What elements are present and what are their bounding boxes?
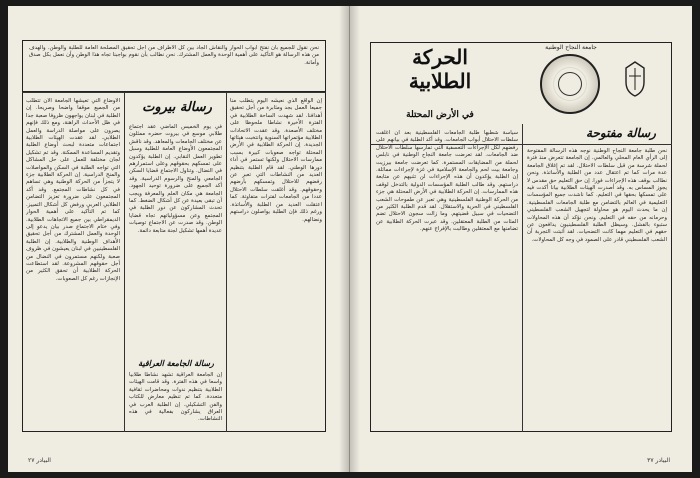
university-emblem (540, 54, 600, 114)
right-folio: البيادر ٣٧ (647, 457, 670, 464)
left-column-b: في يوم الخميس الماضي عقد اجتماع طلابي موسع في بيروت حضره ممثلون عن مختلف الجامعات والمعاهد. وقد ناقش المجتمعون الأوضاع العامة للطلبة وسبل تطوير العمل النقابي. إن الطلبة يؤكدون على تمسكهم بحقوقهم وعلى استمرارهم في النضال. وتناول الاجتماع قضايا السكن الجامعي والمنح والرسوم الدراسية. وقد أكد الجميع على ضرورة توحيد الجهود. الجامعة هي مكان العلم والمعرفة ويجب أن تبقى بعيدة عن كل أشكال الضغط. كما تحدث المشاركون عن دور الطلبة في المجتمع وعن مسؤولياتهم تجاه قضايا الوطن. وقد صدرت عن الاجتماع توصيات عديدة أهمها تشكيل لجنة متابعة دائمة. (129, 124, 222, 234)
left-top-box-text: نحن نقول للجميع بأن نفتح أبواب الحوار والنقاش الجاد بين كل الأطراف من أجل تحقيق المصلحة العامة للطلبة والوطن. والهدف من هذه الرسالة هو التأكيد على أهمية الوحدة والعمل المشترك. نحن نطالب بأن نقوم بواجبنا تجاه هذا الوطن وأن نعمل بكل صدق وأمانة. (29, 45, 319, 66)
left-top-box (22, 40, 326, 92)
right-page (350, 6, 692, 472)
left-col-rule-1 (124, 92, 125, 432)
crest-icon (622, 60, 648, 98)
left-col-rule-2 (226, 92, 227, 432)
gutter-shadow-right (350, 6, 360, 472)
headline-beirut: رسالة بيروت (142, 100, 212, 115)
right-column-a: سياسة شطبها طلبة الجامعات الفلسطينية بعد أن أغلقت سلطات الاحتلال أبواب الجامعات. وقد أكد الطلبة في بيانهم على رفضهم لكل الإجراءات التعسفية التي تمارسها سلطات الاحتلال ضد الجامعات. لقد تعرضت جامعة النجاح الوطنية في نابلس لحملة من المضايقات المستمرة. كما تعرضت جامعة بيرزيت وجامعة بيت لحم والجامعة الإسلامية في غزة لإجراءات مماثلة. إن الطلبة يؤكدون أن هذه الإجراءات لن تثنيهم عن متابعة دراستهم. وقد طالب الطلبة المؤسسات الدولية بالتدخل لوقف هذه الممارسات. إن الحركة الطلابية في الأرض المحتلة هي جزء من الحركة الوطنية الفلسطينية وهي تعبر عن طموحات الشعب الفلسطيني في الحرية والاستقلال. لقد قدم الطلبة الكثير من التضحيات في سبيل قضيتهم. وما زالت سجون الاحتلال تضم المئات من الطلبة المعتقلين. وقد عبرت الحركة الطلابية عن تضامنها مع المعتقلين وطالبت بالإفراج عنهم. (376, 130, 518, 233)
magazine-spread (8, 6, 692, 472)
article-title-line2: الطلابية (408, 69, 472, 93)
left-page (8, 6, 350, 472)
headline-iraq: رسالة الجامعة العراقية (138, 358, 214, 368)
article-title-line1: الحركة (412, 45, 468, 69)
left-top-divider (22, 92, 326, 93)
right-column-b: نحن طلبة جامعة النجاح الوطنية نوجه هذه الرسالة المفتوحة إلى الرأي العام المحلي والعالمي. إن الجامعة تتعرض منذ فترة لحملة شرسة من قبل سلطات الاحتلال. لقد تم إغلاق الجامعة عدة مرات كما تم اعتقال عدد من الطلبة والأساتذة. ونحن نطالب بوقف هذه الإجراءات فورا. إن حق التعليم حق مقدس لا يجوز المساس به. وقد أصدرت الهيئات الطلابية بيانا أكدت فيه على تمسكها بحقها في التعليم. كما ناشدت جميع المؤسسات التعليمية في العالم بالتضامن مع طلبة الجامعات الفلسطينية. إن ما يحدث اليوم هو محاولة لتجهيل الشعب الفلسطيني وحرمانه من حقه في التعليم. ونحن نؤكد أن هذه المحاولات ستبوء بالفشل. وسيظل الطلبة الفلسطينيون يدافعون عن حقهم في التعليم مهما كانت التضحيات. لقد أثبتت التجربة أن الشعب الفلسطيني قادر على الصمود في وجه كل المحاولات. (527, 148, 667, 243)
left-column-c: إن الواقع الذي نعيشه اليوم يتطلب منا جميعا العمل بجد ومثابرة من أجل تحقيق أهدافنا. لقد شهدت الساحة الطلابية في الفترة الأخيرة نشاطا ملحوظا على مختلف الأصعدة. وقد عقدت الاتحادات الطلابية مؤتمراتها السنوية وانتخبت هيئاتها الجديدة. إن الحركة الطلابية في الأرض المحتلة تواجه صعوبات كبيرة بسبب ممارسات الاحتلال ولكنها تستمر في أداء دورها الوطني. لقد قام الطلبة بتنظيم العديد من النشاطات التي تعبر عن رفضهم للاحتلال وتمسكهم بأرضهم وحقوقهم. وقد أغلقت سلطات الاحتلال عددا من الجامعات لفترات متفاوتة. كما اعتقلت العديد من الطلبة والأساتذة. ورغم ذلك فإن الطلبة يواصلون دراستهم ونضالهم. (230, 98, 322, 223)
emblem-center-icon (558, 72, 582, 96)
gutter-shadow-left (339, 6, 349, 472)
right-col-rule (522, 124, 523, 432)
article-subtitle: في الأرض المحتلة (406, 110, 474, 120)
left-column-a: الأوضاع التي تعيشها الجامعة الآن تتطلب من الجميع موقفا واضحا وصريحا. إن الطلبة في لبنان يواجهون ظروفا صعبة جدا في ظل الأحداث الراهنة، ومع ذلك فإنهم يصرون على مواصلة الدراسة والعمل الطلابي. لقد عقدت الهيئات الطلابية اجتماعات متعددة لبحث أوضاع الطلبة وتقديم المساعدة الممكنة. وقد تم تشكيل لجان مختلفة للعمل على حل المشاكل التي تواجه الطلبة في السكن والمواصلات والمنح الدراسية. إن الحركة الطلابية جزء لا يتجزأ من الحركة الوطنية وهي تساهم في كل نشاطات المجتمع. وقد أكد المجتمعون على ضرورة تعزيز التضامن الطلابي العربي ورفض كل أشكال التمييز. كما تم التأكيد على أهمية الحوار الديمقراطي بين جميع الاتجاهات الطلابية. وفي ختام الاجتماع صدر بيان يدعو إلى الوحدة والعمل المشترك من أجل تحقيق الأهداف الوطنية والطلابية. إن الطلبة الفلسطينيين في لبنان يعيشون في ظروف صعبة ولكنهم مستمرون في النضال من أجل حقوقهم المشروعة. لقد استطاعت الحركة الطلابية أن تحقق الكثير من الإنجازات رغم كل الصعوبات. (26, 98, 120, 282)
headline-open-letter: رسالة مفتوحة (586, 126, 656, 140)
left-folio: البيادر ٢٧ (28, 457, 51, 464)
left-column-b-lower: إن الجامعة العراقية تشهد نشاطا طلابيا واسعا في هذه الفترة. وقد قامت الهيئات الطلابية بتنظيم ندوات ومحاضرات ثقافية متعددة. كما تم تنظيم معارض للكتاب والفن التشكيلي. إن الطلبة العرب في العراق يشاركون بفعالية في هذه النشاطات. (129, 372, 222, 423)
emblem-caption: جامعة النجاح الوطنية (545, 44, 597, 51)
